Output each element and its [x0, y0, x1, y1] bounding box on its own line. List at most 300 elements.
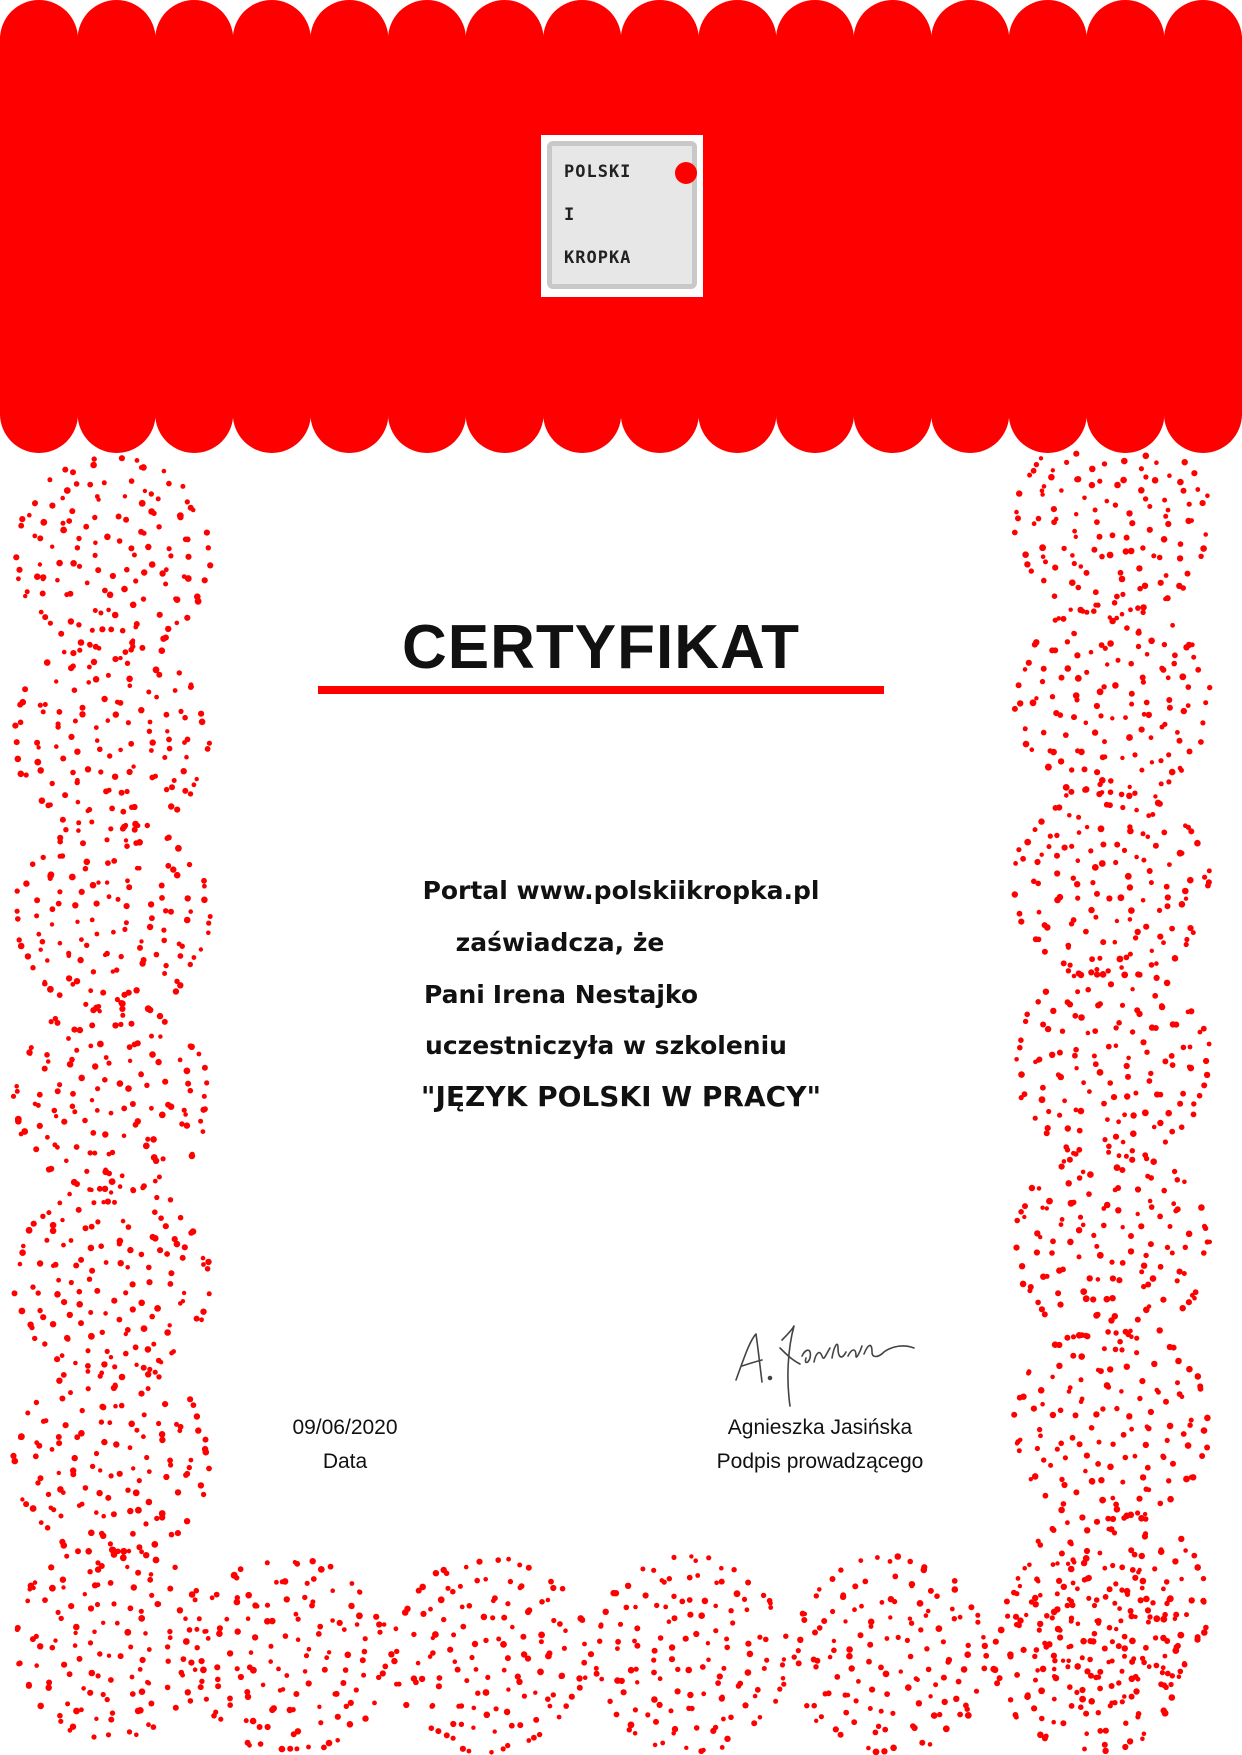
dot [1134, 855, 1139, 860]
dot [109, 1473, 114, 1478]
dot [1120, 756, 1124, 760]
dot [1126, 1056, 1131, 1061]
dot [812, 1630, 818, 1636]
dot [1051, 1527, 1057, 1533]
dot [42, 1066, 48, 1072]
dot [1154, 961, 1159, 966]
dot [1059, 675, 1065, 681]
dot [1181, 1045, 1187, 1051]
dot [657, 1702, 663, 1708]
dot [1157, 1214, 1163, 1220]
dot [63, 1422, 69, 1428]
dot [1110, 532, 1116, 538]
dot [1092, 1631, 1098, 1637]
dot [1161, 830, 1167, 836]
dot [1116, 1680, 1121, 1685]
dot [1147, 504, 1152, 509]
dot [177, 1428, 182, 1433]
dot [141, 596, 146, 601]
dot [651, 1568, 656, 1573]
dot [118, 1184, 123, 1189]
dot [1165, 1438, 1170, 1443]
dot [1058, 1507, 1065, 1514]
dot [1140, 610, 1145, 615]
dot [202, 1094, 207, 1099]
dot [1129, 1157, 1135, 1163]
dot [149, 1034, 154, 1039]
dot [61, 1372, 67, 1378]
dot [97, 646, 102, 651]
dot [783, 1634, 788, 1639]
dot [1207, 1042, 1212, 1047]
dot [183, 1616, 188, 1621]
dot [782, 1657, 786, 1661]
dot [36, 745, 40, 749]
dot [1089, 482, 1095, 488]
dot [185, 895, 191, 901]
dot [1040, 492, 1044, 496]
dot [1109, 618, 1116, 625]
dot [97, 1041, 104, 1048]
dot [459, 1722, 464, 1727]
dot [1096, 1675, 1101, 1680]
dot [1141, 1263, 1147, 1269]
dot [993, 1639, 999, 1645]
dot [1120, 477, 1127, 484]
dot [78, 1430, 85, 1437]
dot [1106, 1144, 1112, 1150]
dot [56, 1378, 62, 1384]
dot [74, 749, 80, 755]
dot [46, 1210, 51, 1215]
dot [115, 1621, 120, 1626]
dot [1037, 1427, 1042, 1432]
dot [1061, 960, 1067, 966]
dot [1138, 1223, 1144, 1229]
dot [880, 1600, 885, 1605]
dot [214, 1664, 220, 1670]
dot [91, 1734, 96, 1739]
dot [1128, 1329, 1133, 1334]
dot [1170, 1021, 1176, 1027]
dot [1088, 848, 1093, 853]
dot [1011, 1412, 1017, 1418]
dot [332, 1691, 337, 1696]
dot [50, 1645, 56, 1651]
dot [472, 1706, 477, 1711]
dot [1014, 1672, 1020, 1678]
dot [43, 980, 47, 984]
dot [685, 1667, 692, 1674]
dot [1075, 1586, 1080, 1591]
dot [142, 1412, 147, 1417]
dot [1049, 1250, 1055, 1256]
dot [279, 1746, 286, 1753]
dot [1104, 1296, 1111, 1303]
dot [1095, 1618, 1101, 1624]
dot [724, 1645, 730, 1651]
dot [177, 512, 184, 519]
dot [1175, 1177, 1181, 1183]
dot [1143, 1596, 1150, 1603]
dot [102, 1077, 108, 1083]
dot [444, 1732, 450, 1738]
dot [1116, 1020, 1122, 1026]
dot [1061, 546, 1066, 551]
dot [1128, 1512, 1135, 1519]
dot [84, 859, 91, 866]
dot [238, 1566, 244, 1572]
dot [49, 1585, 56, 1592]
dot [123, 1351, 129, 1357]
dot [1011, 1590, 1017, 1596]
dot [539, 1599, 545, 1605]
dot [95, 494, 100, 499]
dot [1084, 1453, 1090, 1459]
logo-word-kropka: KROPKA [564, 248, 632, 268]
dot [1063, 1144, 1069, 1150]
dot [1067, 813, 1072, 818]
dot [1058, 1408, 1064, 1414]
dot [1174, 1644, 1180, 1650]
dot [1099, 1497, 1106, 1504]
dot [156, 496, 161, 501]
dot [1101, 1223, 1107, 1229]
dot [1044, 1613, 1050, 1619]
dot [118, 748, 123, 753]
dot [108, 627, 114, 633]
dot [1136, 565, 1142, 571]
dot [1040, 489, 1045, 494]
dot [1069, 1616, 1074, 1621]
dot [127, 1729, 132, 1734]
dot [1038, 1387, 1045, 1394]
dot [307, 1647, 312, 1652]
dot [182, 1291, 186, 1295]
dot [177, 670, 182, 675]
dot [30, 1505, 37, 1512]
dot [335, 1714, 341, 1720]
dot [57, 992, 63, 998]
dot [189, 1458, 194, 1463]
dot [194, 1627, 199, 1632]
dot [224, 1617, 229, 1622]
dot [435, 1728, 441, 1734]
dot [57, 1486, 64, 1493]
dot [1040, 1274, 1046, 1280]
dot [138, 1615, 145, 1622]
dot [90, 628, 95, 633]
dot [1200, 500, 1206, 506]
dot [83, 1002, 88, 1007]
dot [1150, 760, 1154, 764]
dot [1063, 784, 1070, 791]
dot [1039, 544, 1046, 551]
dot [149, 561, 156, 568]
dot [1106, 1527, 1111, 1532]
dot [1071, 917, 1077, 923]
dot [45, 1525, 51, 1531]
dot [1130, 1029, 1135, 1034]
dot [1077, 1128, 1083, 1134]
dot [90, 1098, 94, 1102]
dot [1076, 585, 1082, 591]
dot [1109, 1295, 1115, 1301]
dot [30, 965, 35, 970]
dot [133, 1344, 139, 1350]
dot [278, 1688, 283, 1693]
dot [1164, 1579, 1170, 1585]
dot [124, 843, 130, 849]
dot [193, 1597, 198, 1602]
dot [1136, 644, 1141, 649]
dot [1130, 1148, 1135, 1153]
dot [1093, 1312, 1100, 1319]
dot-circle [11, 997, 209, 1195]
dot [198, 1119, 203, 1124]
dot [199, 1317, 204, 1322]
dot [1138, 1597, 1144, 1603]
dot [61, 1585, 65, 1589]
dot [1051, 468, 1055, 472]
dot [198, 711, 204, 717]
dot [59, 1616, 64, 1621]
dot [975, 1613, 980, 1618]
dot [311, 1576, 317, 1582]
dot [162, 1019, 168, 1025]
dot [1151, 553, 1156, 558]
dot [1063, 1455, 1068, 1460]
dot [1187, 502, 1192, 507]
dot [1082, 766, 1088, 772]
dot-circle [15, 1541, 211, 1739]
dot [173, 988, 179, 994]
dot [138, 1391, 144, 1397]
dot [1051, 1609, 1058, 1616]
dot [966, 1643, 971, 1648]
dot [781, 1682, 786, 1687]
dot [763, 1637, 769, 1643]
dot [235, 1628, 241, 1634]
dot [1038, 1542, 1044, 1548]
dot [814, 1719, 818, 1723]
dot [1042, 922, 1048, 928]
dot [76, 622, 81, 627]
dot [1118, 894, 1125, 901]
dot [1050, 694, 1055, 699]
dot [127, 769, 133, 775]
dot [61, 521, 66, 526]
dot [70, 1091, 76, 1097]
dot [1143, 1645, 1149, 1651]
dot [218, 1717, 223, 1722]
dot [1072, 974, 1077, 979]
dot [1031, 1406, 1037, 1412]
dot [34, 759, 41, 766]
dot [1145, 652, 1150, 657]
dot [1081, 1170, 1086, 1175]
dot [1157, 934, 1163, 940]
dot [557, 1715, 562, 1720]
dot [41, 709, 46, 714]
dot [1143, 1442, 1149, 1448]
dot [99, 1371, 104, 1376]
dot [1153, 1635, 1158, 1640]
dot [721, 1666, 726, 1671]
dot [1191, 655, 1196, 660]
dot [1067, 1684, 1073, 1690]
dot [734, 1590, 741, 1597]
dot [757, 1635, 762, 1640]
dot [25, 953, 31, 959]
dot [100, 1330, 105, 1335]
dot [1084, 721, 1089, 726]
dot [1058, 758, 1064, 764]
dot [58, 1719, 63, 1724]
dot [672, 1615, 678, 1621]
dot [162, 755, 167, 760]
dot [545, 1696, 551, 1702]
dot [764, 1658, 769, 1663]
dot [1071, 631, 1076, 636]
dot [1130, 1130, 1137, 1137]
dot [429, 1725, 435, 1731]
dot [1067, 1389, 1072, 1394]
dot [1139, 1553, 1145, 1559]
dot [1017, 1617, 1023, 1623]
dot [1190, 1474, 1196, 1480]
dot [1067, 1239, 1074, 1246]
dot [1019, 1263, 1025, 1269]
dot [1128, 661, 1134, 667]
dot [432, 1631, 439, 1638]
dot [1178, 1536, 1184, 1542]
dot [1024, 839, 1031, 846]
dot [1116, 1119, 1121, 1124]
dot [1143, 474, 1148, 479]
dot [1076, 815, 1081, 820]
dot [41, 577, 46, 582]
dot [170, 866, 176, 872]
dot [1148, 1409, 1154, 1415]
dot [1141, 1284, 1146, 1289]
dot [121, 1106, 127, 1112]
dot [1092, 1054, 1097, 1059]
dot [1084, 1731, 1089, 1736]
dot [87, 665, 92, 670]
dot [1159, 781, 1164, 786]
dot [838, 1567, 843, 1572]
dot [1037, 1621, 1043, 1627]
dot [1076, 1227, 1082, 1233]
dot [1109, 1683, 1115, 1689]
dot [109, 1190, 113, 1194]
dot [1160, 725, 1165, 730]
dot [1065, 639, 1070, 644]
dot [447, 1647, 453, 1653]
dot [87, 482, 93, 488]
dot [22, 686, 28, 692]
dot [64, 487, 71, 494]
dot [227, 1696, 233, 1702]
dot [1158, 1264, 1164, 1270]
dot [1137, 629, 1142, 634]
portal-line: Portal www.polskiikropka.pl [422, 876, 820, 905]
dot [451, 1632, 456, 1637]
dot [983, 1653, 989, 1659]
dot [1141, 680, 1146, 685]
dot [1177, 479, 1184, 486]
dot [23, 594, 27, 598]
dot [1014, 510, 1019, 515]
dot [19, 1249, 26, 1256]
dot [161, 938, 167, 944]
dot [1195, 487, 1200, 492]
dot [1023, 741, 1030, 748]
dot [1129, 1659, 1135, 1665]
dot [37, 1703, 44, 1710]
dot [62, 792, 68, 798]
dot [103, 1168, 108, 1173]
dot [1035, 1668, 1040, 1673]
dot [1077, 1175, 1083, 1181]
dot [201, 897, 208, 904]
dot [80, 1502, 85, 1507]
dot [165, 863, 171, 869]
dot [124, 1332, 128, 1336]
dot-circle [792, 1553, 990, 1755]
dot [1154, 1663, 1160, 1669]
dot [1065, 1603, 1071, 1609]
dot [755, 1687, 761, 1693]
dot [621, 1689, 627, 1695]
dot [1012, 530, 1018, 536]
dot [85, 766, 91, 772]
dot [1016, 490, 1022, 496]
dot [577, 1685, 583, 1691]
dot [694, 1725, 700, 1731]
dot [76, 536, 81, 541]
dot [1182, 888, 1189, 895]
dot [851, 1719, 857, 1725]
dot [123, 494, 127, 498]
dot [117, 1238, 124, 1245]
dot [1018, 1071, 1025, 1078]
dot [68, 734, 74, 740]
dot [40, 939, 46, 945]
dot [1158, 1092, 1164, 1098]
dot [1122, 1645, 1128, 1651]
dot [1062, 1098, 1067, 1103]
dot [207, 741, 212, 746]
dot [510, 1625, 515, 1630]
dot [49, 503, 55, 509]
dot [885, 1636, 890, 1641]
dot [745, 1641, 751, 1647]
dot [1072, 561, 1077, 566]
dot [952, 1578, 958, 1584]
dot [1033, 639, 1039, 645]
dot [42, 614, 48, 620]
dot [103, 1311, 108, 1316]
dot [133, 1489, 140, 1496]
dot [883, 1671, 890, 1678]
dot [294, 1746, 299, 1751]
dot [265, 1724, 271, 1730]
dot [382, 1622, 387, 1627]
dot [76, 800, 81, 805]
dot [54, 679, 58, 683]
